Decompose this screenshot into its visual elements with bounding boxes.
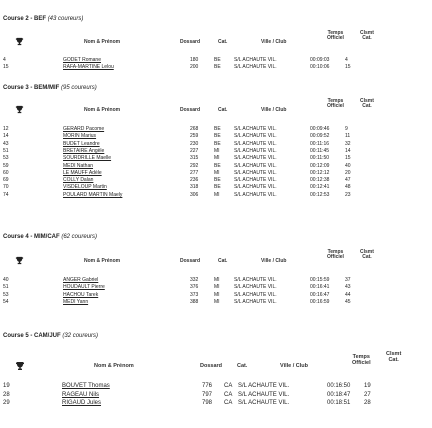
time: 00:16:41 bbox=[310, 284, 330, 291]
category: BE bbox=[214, 126, 221, 132]
rank: 29 bbox=[3, 400, 10, 407]
club: S/L ACHAUTE VIL. bbox=[234, 155, 277, 162]
course-count: (62 coureurs) bbox=[61, 234, 98, 240]
category: MI bbox=[214, 191, 220, 198]
header-clsmt bbox=[360, 250, 374, 261]
header-clsmt-line1: Clsmt bbox=[360, 249, 374, 255]
trophy-icon bbox=[15, 361, 25, 371]
cat-rank: 15 bbox=[345, 64, 351, 70]
header-club: Ville / Club bbox=[261, 39, 287, 45]
header-clsmt-line1: Clsmt bbox=[360, 98, 374, 104]
header-club: Ville / Club bbox=[261, 107, 287, 113]
cat-rank: 40 bbox=[345, 162, 351, 169]
cat-rank: 27 bbox=[364, 391, 371, 398]
category: CA bbox=[224, 400, 233, 407]
dossard: 388 bbox=[190, 298, 199, 305]
runner-name: GERARD Pacome bbox=[63, 126, 105, 132]
time: 00:16:47 bbox=[310, 291, 330, 298]
dossard: 259 bbox=[190, 133, 199, 140]
rank: 74 bbox=[3, 191, 9, 198]
rank: 54 bbox=[3, 298, 9, 305]
time: 00:09:52 bbox=[310, 133, 330, 140]
header-time bbox=[327, 31, 344, 42]
header-clsmt-line2: Cat. bbox=[362, 35, 372, 42]
course-title bbox=[3, 333, 98, 339]
dossard: 277 bbox=[190, 169, 199, 176]
category: MI bbox=[214, 277, 220, 283]
dossard: 227 bbox=[190, 147, 199, 154]
club: S/L ACHAUTE VIL. bbox=[234, 277, 277, 283]
club: S/L ACHAUTE VIL. bbox=[234, 140, 277, 147]
rank: 4 bbox=[3, 57, 6, 63]
header-time-line1: Temps bbox=[352, 354, 370, 360]
header-name: Nom & Prénom bbox=[94, 363, 134, 369]
club: S/L ACHAUTE VIL. bbox=[234, 162, 277, 169]
dossard: 200 bbox=[190, 64, 199, 70]
dossard: 315 bbox=[190, 155, 199, 162]
category: CA bbox=[224, 383, 233, 389]
category: MI bbox=[214, 155, 220, 162]
time: 00:18:51 bbox=[327, 400, 351, 407]
club: S/L ACHAUTE VIL. bbox=[234, 291, 277, 298]
category: BE bbox=[214, 133, 221, 140]
course-title bbox=[3, 16, 83, 22]
cat-rank: 9 bbox=[345, 126, 348, 132]
time: 00:12:09 bbox=[310, 162, 330, 169]
time: 00:12:38 bbox=[310, 177, 330, 184]
time: 00:09:46 bbox=[310, 126, 330, 132]
time: 00:11:50 bbox=[310, 155, 330, 162]
header-dossard: Dossard bbox=[200, 363, 223, 369]
club: S/L ACHAUTE VIL. bbox=[234, 177, 277, 184]
runner-name: VISDELOUP Martin bbox=[63, 184, 107, 191]
dossard: 332 bbox=[190, 277, 199, 283]
time: 00:11:16 bbox=[310, 140, 330, 147]
header-cat: Cat. bbox=[237, 363, 248, 369]
category: BE bbox=[214, 64, 221, 70]
header-time-line2: Officiel bbox=[327, 35, 344, 42]
header-time bbox=[352, 355, 371, 367]
cat-rank: 44 bbox=[345, 291, 351, 298]
header-dossard: Dossard bbox=[180, 107, 201, 113]
header-name: Nom & Prénom bbox=[84, 39, 121, 45]
cat-rank: 43 bbox=[345, 284, 351, 291]
category: MI bbox=[214, 169, 220, 176]
club: S/L ACHAUTE VIL. bbox=[234, 184, 277, 191]
rank: 53 bbox=[3, 291, 9, 298]
header-clsmt bbox=[360, 31, 374, 42]
time: 00:09:03 bbox=[310, 57, 330, 63]
club: S/L ACHAUTE VIL. bbox=[234, 133, 277, 140]
header-name: Nom & Prénom bbox=[84, 107, 121, 113]
header-name: Nom & Prénom bbox=[84, 258, 121, 264]
club: S/L ACHAUTE VIL. bbox=[234, 298, 277, 305]
header-time-line1: Temps bbox=[327, 98, 344, 104]
cat-rank: 37 bbox=[345, 277, 351, 283]
course-title-text: Course 2 - BEF bbox=[3, 16, 47, 22]
header-time-line1: Temps bbox=[327, 249, 344, 255]
rank: 19 bbox=[3, 383, 10, 389]
header-clsmt-line2: Cat. bbox=[362, 103, 372, 110]
cat-rank: 20 bbox=[345, 169, 351, 176]
rank: 12 bbox=[3, 126, 9, 132]
runner-name: COLLY Dalan bbox=[63, 177, 94, 184]
club: S/L ACHAUTE VIL. bbox=[234, 284, 277, 291]
header-club: Ville / Club bbox=[261, 258, 287, 264]
dossard: 230 bbox=[190, 140, 199, 147]
course-count: (32 coureurs) bbox=[62, 333, 99, 339]
category: MI bbox=[214, 291, 220, 298]
time: 00:11:45 bbox=[310, 147, 330, 154]
dossard: 236 bbox=[190, 177, 199, 184]
header-clsmt-line2: Cat. bbox=[388, 356, 399, 363]
time: 00:18:47 bbox=[327, 391, 351, 398]
rank: 43 bbox=[3, 140, 9, 147]
runner-name: GODET Romane bbox=[63, 57, 101, 63]
runner-name: BOUVET Thomas bbox=[62, 383, 110, 389]
category: MI bbox=[214, 298, 220, 305]
runner-name: HACHOU Tarek bbox=[63, 291, 99, 298]
trophy-icon bbox=[15, 37, 24, 46]
course-title bbox=[3, 85, 97, 91]
rank: 59 bbox=[3, 162, 9, 169]
runner-name: MEDI Yann bbox=[63, 298, 89, 305]
header-clsmt bbox=[360, 99, 374, 110]
time: 00:15:59 bbox=[310, 277, 330, 283]
header-dossard: Dossard bbox=[180, 39, 201, 45]
cat-rank: 23 bbox=[345, 191, 351, 198]
dossard: 798 bbox=[202, 400, 213, 407]
club: S/L ACHAUTE VIL. bbox=[234, 147, 277, 154]
club: S/L ACHAUTE VIL. bbox=[234, 169, 277, 176]
dossard: 376 bbox=[190, 284, 199, 291]
club: S/L ACHAUTE VIL. bbox=[234, 57, 277, 63]
time: 00:12:12 bbox=[310, 169, 330, 176]
header-clsmt-line1: Clsmt bbox=[360, 30, 374, 36]
header-club: Ville / Club bbox=[280, 363, 309, 369]
time: 00:12:41 bbox=[310, 184, 330, 191]
runner-name: RIGAUD Jules bbox=[62, 400, 102, 407]
course-title-text: Course 3 - BEM/MIF bbox=[3, 85, 60, 91]
runner-name: BUDET Leandre bbox=[63, 140, 100, 147]
dossard: 292 bbox=[190, 162, 199, 169]
rank: 60 bbox=[3, 169, 9, 176]
runner-name: POULARD MARTIN Maely bbox=[63, 191, 123, 198]
course-count: (95 coureurs) bbox=[61, 85, 97, 91]
course-title bbox=[3, 234, 97, 240]
category: MI bbox=[214, 147, 220, 154]
time: 00:10:06 bbox=[310, 64, 330, 70]
category: BE bbox=[214, 184, 221, 191]
cat-rank: 45 bbox=[345, 298, 351, 305]
club: S/L ACHAUTE VIL. bbox=[234, 191, 277, 198]
course-count: (43 coureurs) bbox=[47, 16, 84, 22]
runner-name: RAGEAU Nils bbox=[62, 391, 100, 398]
time: 00:16:59 bbox=[310, 298, 330, 305]
header-clsmt bbox=[386, 352, 401, 364]
course-title-text: Course 5 - CAM/JUF bbox=[3, 333, 61, 339]
rank: 70 bbox=[3, 184, 9, 191]
time: 00:12:53 bbox=[310, 191, 330, 198]
header-cat: Cat. bbox=[218, 107, 228, 113]
rank: 14 bbox=[3, 133, 9, 140]
club: S/L ACHAUTE VIL. bbox=[234, 126, 277, 132]
dossard: 268 bbox=[190, 126, 199, 132]
rank: 69 bbox=[3, 177, 9, 184]
trophy-icon bbox=[15, 105, 24, 114]
dossard: 797 bbox=[202, 391, 213, 398]
header-time-line2: Officiel bbox=[352, 359, 371, 366]
club: S/L ACHAUTE VIL. bbox=[238, 383, 290, 389]
header-time-line2: Officiel bbox=[327, 254, 344, 261]
header-time bbox=[327, 250, 344, 261]
runner-name: MEDI Nathan bbox=[63, 162, 94, 169]
rank: 51 bbox=[3, 284, 9, 291]
runner-name: ANGER Gabriel bbox=[63, 277, 99, 283]
dossard: 180 bbox=[190, 57, 199, 63]
club: S/L ACHAUTE VIL. bbox=[238, 400, 290, 407]
header-clsmt-line2: Cat. bbox=[362, 254, 372, 261]
rank: 40 bbox=[3, 277, 9, 283]
dossard: 318 bbox=[190, 184, 199, 191]
trophy-icon bbox=[15, 256, 24, 265]
club: S/L ACHAUTE VIL. bbox=[234, 64, 277, 70]
dossard: 373 bbox=[190, 291, 199, 298]
header-dossard: Dossard bbox=[180, 258, 201, 264]
category: BE bbox=[214, 140, 221, 147]
time: 00:16:50 bbox=[327, 383, 351, 389]
cat-rank: 47 bbox=[345, 177, 351, 184]
dossard: 306 bbox=[190, 191, 199, 198]
category: MI bbox=[214, 284, 220, 291]
cat-rank: 11 bbox=[345, 133, 351, 140]
rank: 53 bbox=[3, 155, 9, 162]
club: S/L ACHAUTE VIL. bbox=[238, 391, 290, 398]
header-time-line2: Officiel bbox=[327, 103, 344, 110]
category: CA bbox=[224, 391, 233, 398]
dossard: 776 bbox=[202, 383, 213, 389]
category: BE bbox=[214, 162, 221, 169]
runner-name: LE MAUFF Adèle bbox=[63, 169, 102, 176]
cat-rank: 28 bbox=[364, 400, 371, 407]
cat-rank: 19 bbox=[364, 383, 371, 389]
header-cat: Cat. bbox=[218, 39, 228, 45]
runner-name: MORIN Marius bbox=[63, 133, 97, 140]
header-time-line1: Temps bbox=[327, 30, 344, 36]
runner-name: HOUDAULT Pierre bbox=[63, 284, 105, 291]
header-time bbox=[327, 99, 344, 110]
cat-rank: 48 bbox=[345, 184, 351, 191]
cat-rank: 32 bbox=[345, 140, 351, 147]
rank: 28 bbox=[3, 391, 10, 398]
cat-rank: 14 bbox=[345, 147, 351, 154]
runner-name: RAFA-MARTINE Lelou bbox=[63, 64, 114, 70]
header-clsmt-line1: Clsmt bbox=[386, 351, 402, 357]
cat-rank: 15 bbox=[345, 155, 351, 162]
runner-name: BRETAIRE Angèle bbox=[63, 147, 105, 154]
course-title-text: Course 4 - MIM/CAF bbox=[3, 234, 60, 240]
rank: 51 bbox=[3, 147, 9, 154]
cat-rank: 4 bbox=[345, 57, 348, 63]
category: BE bbox=[214, 57, 221, 63]
category: BE bbox=[214, 177, 221, 184]
runner-name: SOURDRILLE Maelle bbox=[63, 155, 112, 162]
header-cat: Cat. bbox=[218, 258, 228, 264]
rank: 15 bbox=[3, 64, 9, 70]
